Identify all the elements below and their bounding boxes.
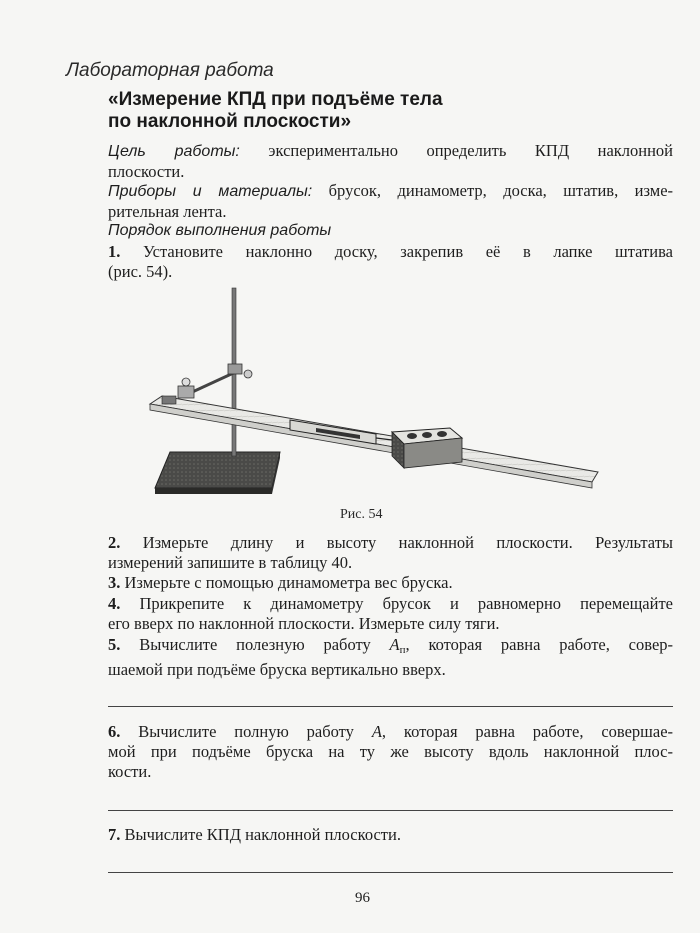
step-number: 5. — [108, 635, 121, 654]
goal-text-line-2: плоскости. — [108, 162, 185, 181]
stand-clamp — [178, 364, 252, 398]
step-number: 3. — [108, 573, 121, 592]
step-text: его вверх по наклонной плоскости. Измерьте силу тяги. — [108, 614, 500, 633]
step-text: , которая равна работе, совер- — [405, 635, 674, 654]
step-number: 6. — [108, 722, 121, 741]
stand-base — [155, 452, 280, 494]
title-line-1: «Измерение КПД при подъёме тела — [108, 89, 443, 110]
step-6 — [108, 722, 673, 782]
inclined-plane-figure — [140, 282, 610, 502]
figure-caption: Рис. 54 — [340, 507, 383, 522]
lab-work-label: Лабораторная работа — [66, 60, 274, 81]
page-number: 96 — [355, 890, 370, 906]
step-number: 4. — [108, 594, 121, 613]
goal-label: Цель работы: — [108, 143, 240, 160]
step-text: Измерьте длину и высоту наклонной плоскости. Результаты — [142, 533, 674, 552]
step-text: Прикрепите к динамометру брусок и равномерно перемещайте — [139, 594, 673, 613]
step-text: Вычислите полную работу — [138, 722, 354, 741]
step-text: , которая равна работе, совершае- — [381, 722, 674, 741]
step-text: Измерьте с помощью динамометра вес бруска. — [124, 573, 453, 592]
step-text: измерений запишите в таблицу 40. — [108, 553, 353, 572]
answer-line-3 — [108, 872, 673, 873]
step-text: мой при подъёме бруска на ту же высоту вдоль наклонной плос- — [108, 742, 673, 761]
step-text: шаемой при подъёме бруска вертикально вверх. — [108, 660, 446, 679]
step-number: 1. — [108, 242, 121, 261]
step-2 — [108, 533, 673, 573]
step-5 — [108, 635, 673, 680]
step-number: 7. — [108, 825, 121, 844]
equipment-text-line-2: рительная лента. — [108, 202, 227, 221]
answer-line-1 — [108, 706, 673, 707]
procedure-label: Порядок выполнения работы — [108, 222, 332, 239]
work-variable: A — [371, 722, 382, 741]
work-variable: A — [389, 635, 400, 654]
step-text: кости. — [108, 762, 152, 781]
step-3 — [108, 573, 673, 593]
work-variable-subscript: п — [399, 644, 406, 656]
wooden-block — [392, 428, 462, 468]
goal-paragraph — [108, 141, 673, 182]
step-text: Вычислите КПД наклонной плоскости. — [124, 825, 401, 844]
title-line-2: по наклонной плоскости» — [108, 111, 352, 132]
equipment-label: Приборы и материалы: — [108, 183, 313, 200]
step-7 — [108, 825, 673, 845]
answer-line-2 — [108, 810, 673, 811]
step-4 — [108, 594, 673, 634]
step-text: Вычислите полезную работу — [139, 635, 371, 654]
step-text: (рис. 54). — [108, 262, 173, 281]
equipment-text-line-1: брусок, динамометр, доска, штатив, изме- — [328, 181, 674, 200]
equipment-paragraph — [108, 181, 673, 222]
step-1 — [108, 242, 673, 282]
goal-text-line-1: экспериментально определить КПД наклонной — [268, 141, 674, 160]
step-text: Установите наклонно доску, закрепив её в лапке штатива — [142, 242, 673, 261]
step-number: 2. — [108, 533, 121, 552]
lab-title — [108, 89, 628, 133]
